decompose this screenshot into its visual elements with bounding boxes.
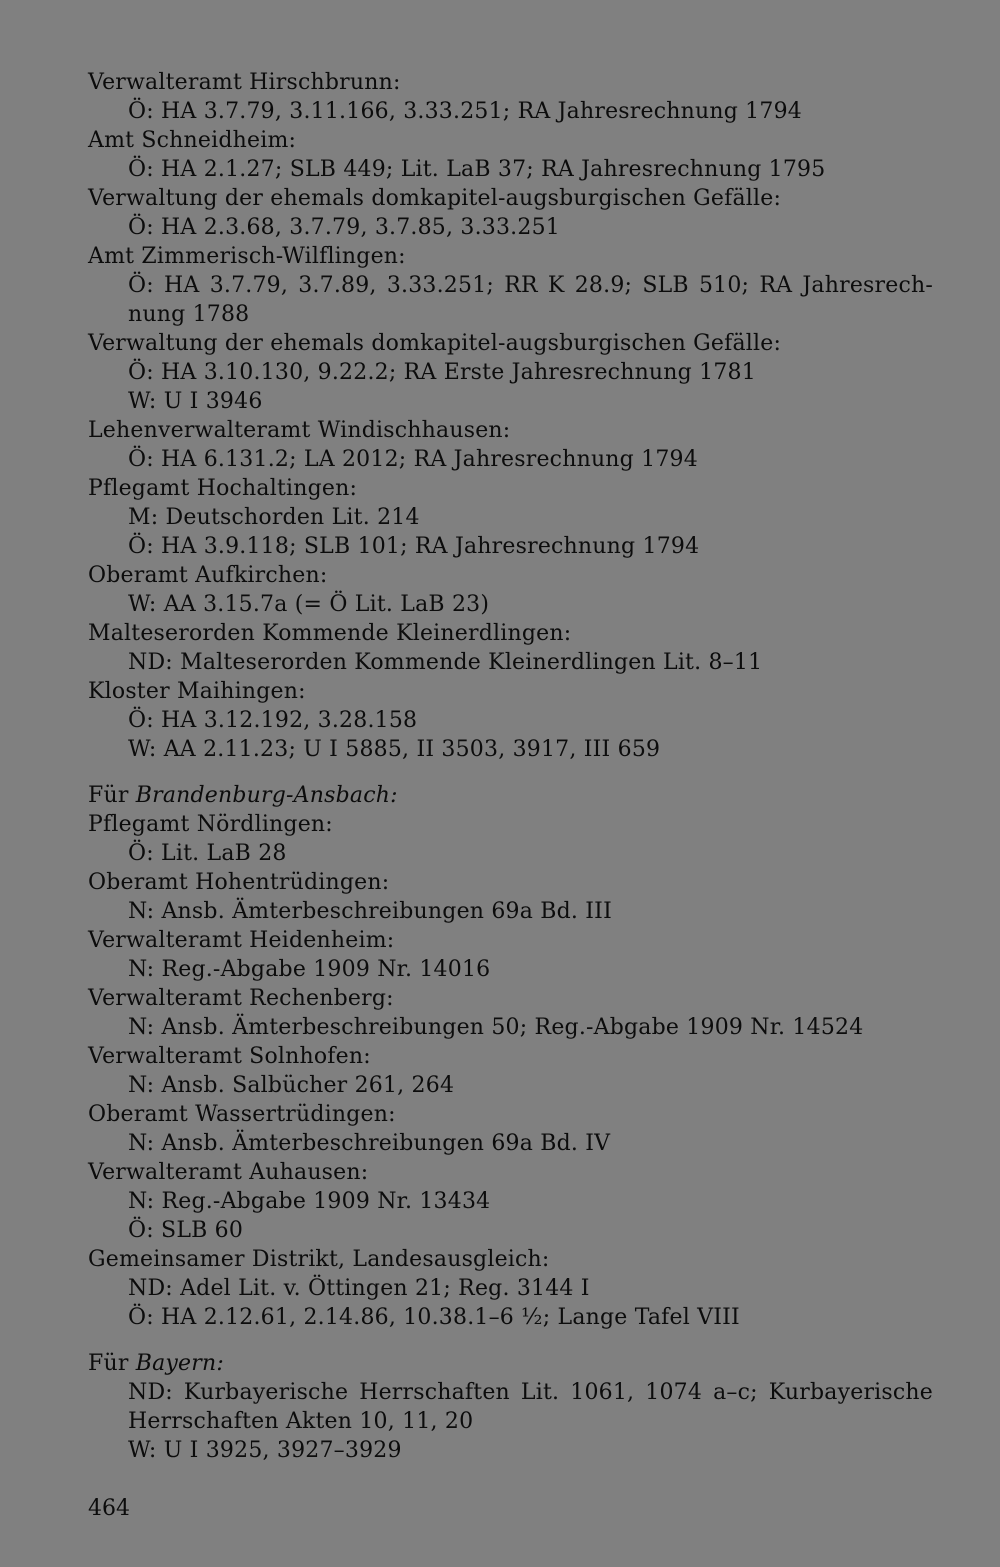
office-heading: Verwalteramt Heidenheim: (88, 928, 395, 953)
archive-reference-line: N: Reg.-Abgabe 1909 Nr. 13434 (128, 1189, 491, 1214)
archive-reference-line: Ö: HA 3.10.130, 9.22.2; RA Erste Jahresrechnung 1781 (128, 360, 756, 385)
archive-reference-line: ND: Adel Lit. v. Öttingen 21; Reg. 3144 I (128, 1276, 590, 1301)
page-number: 464 (88, 1496, 130, 1521)
office-heading: Amt Schneidheim: (88, 128, 297, 153)
archive-reference-line: W: U I 3946 (128, 389, 263, 414)
section-brandenburg-ansbach-entries (88, 810, 933, 1332)
office-heading: Oberamt Aufkirchen: (88, 563, 328, 588)
office-heading: Lehenverwalteramt Windischhausen: (88, 418, 511, 443)
archive-reference-line: Ö: HA 2.1.27; SLB 449; Lit. LaB 37; RA Jahresrechnung 1795 (128, 157, 826, 182)
office-heading: Malteserorden Kommende Kleinerdlingen: (88, 621, 572, 646)
section-gap (88, 764, 933, 781)
archive-reference-line: Ö: HA 2.3.68, 3.7.79, 3.7.85, 3.33.251 (128, 215, 560, 240)
section-heading-territory: Bayern: (135, 1351, 224, 1376)
archive-reference-line: N: Ansb. Ämterbeschreibungen 50; Reg.-Abgabe 1909 Nr. 14524 (128, 1015, 864, 1040)
archive-reference-line: Ö: HA 3.9.118; SLB 101; RA Jahresrechnung 1794 (128, 534, 700, 559)
document-page (88, 68, 933, 1465)
archive-reference-line: Ö: Lit. LaB 28 (128, 841, 287, 866)
section-gap (88, 1332, 933, 1349)
section-oettingen-entries (88, 68, 933, 764)
archive-reference-line: ND: Kurbayerische Herrschaften Lit. 1061, 1074 a–c; Kurbayerische (128, 1380, 933, 1405)
archive-reference-line: N: Reg.-Abgabe 1909 Nr. 14016 (128, 957, 491, 982)
archive-reference-line: N: Ansb. Ämterbeschreibungen 69a Bd. IV (128, 1131, 611, 1156)
office-heading: Gemeinsamer Distrikt, Landesausgleich: (88, 1247, 550, 1272)
section-heading-bayern (88, 1349, 933, 1378)
office-heading: Kloster Maihingen: (88, 679, 306, 704)
office-heading: Oberamt Hohentrüdingen: (88, 870, 390, 895)
archive-reference-line: N: Ansb. Ämterbeschreibungen 69a Bd. III (128, 899, 612, 924)
archive-reference-line: M: Deutschorden Lit. 214 (128, 505, 420, 530)
office-heading: Oberamt Wassertrüdingen: (88, 1102, 396, 1127)
section-heading-prefix: Für (88, 1351, 136, 1376)
office-heading: Verwalteramt Solnhofen: (88, 1044, 371, 1069)
archive-reference-line: N: Ansb. Salbücher 261, 264 (128, 1073, 455, 1098)
office-heading: Verwaltung der ehemals domkapitel-augsburgischen Gefälle: (88, 331, 782, 356)
section-heading-prefix: Für (88, 783, 136, 808)
archive-reference-line: Ö: HA 3.7.79, 3.7.89, 3.33.251; RR K 28.9; SLB 510; RA Jahresrech- (128, 273, 933, 298)
office-heading: Verwalteramt Rechenberg: (88, 986, 394, 1011)
archive-reference-line: Herrschaften Akten 10, 11, 20 (128, 1409, 474, 1434)
office-heading: Verwaltung der ehemals domkapitel-augsburgischen Gefälle: (88, 186, 782, 211)
archive-reference-line: Ö: HA 6.131.2; LA 2012; RA Jahresrechnung 1794 (128, 447, 698, 472)
office-heading: Amt Zimmerisch-Wilflingen: (88, 244, 406, 269)
archive-reference-line: nung 1788 (128, 302, 250, 327)
archive-reference-line: W: AA 3.15.7a (= Ö Lit. LaB 23) (128, 592, 490, 617)
archive-reference-line: W: AA 2.11.23; U I 5885, II 3503, 3917, III 659 (128, 737, 661, 762)
section-heading-territory: Brandenburg-Ansbach: (135, 783, 398, 808)
archive-reference-line: Ö: HA 3.12.192, 3.28.158 (128, 708, 418, 733)
archive-reference-line: W: U I 3925, 3927–3929 (128, 1438, 402, 1463)
section-heading-brandenburg-ansbach (88, 781, 933, 810)
office-heading: Verwalteramt Hirschbrunn: (88, 70, 401, 95)
office-heading: Pflegamt Hochaltingen: (88, 476, 358, 501)
office-heading: Verwalteramt Auhausen: (88, 1160, 369, 1185)
archive-reference-line: Ö: HA 3.7.79, 3.11.166, 3.33.251; RA Jahresrechnung 1794 (128, 99, 802, 124)
archive-reference-line: ND: Malteserorden Kommende Kleinerdlingen Lit. 8–11 (128, 650, 763, 675)
office-heading: Pflegamt Nördlingen: (88, 812, 333, 837)
archive-reference-line: Ö: HA 2.12.61, 2.14.86, 10.38.1–6 ½; Lange Tafel VIII (128, 1305, 740, 1330)
archive-reference-line: Ö: SLB 60 (128, 1218, 244, 1243)
section-bayern-entries (88, 1378, 933, 1465)
